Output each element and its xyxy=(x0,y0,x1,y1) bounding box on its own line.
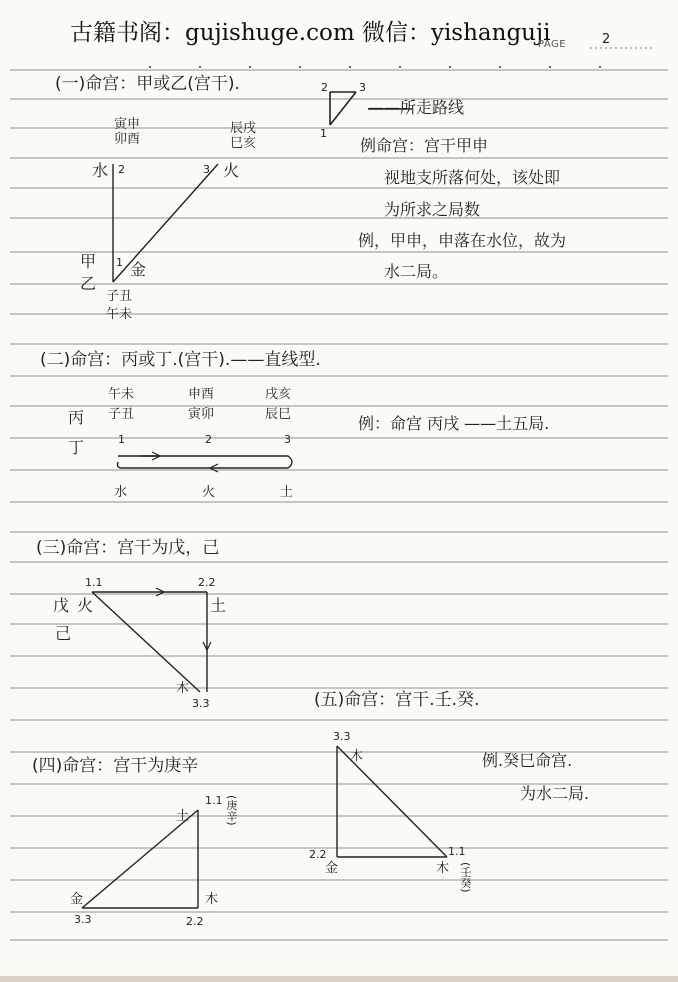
branch-mao-you: 卯酉 xyxy=(114,132,141,147)
branch-xu-hai-top: 戌亥 xyxy=(265,387,292,402)
label-metal: 金 xyxy=(130,260,147,279)
section4-heading: (四)命宫：宫干为庚辛 xyxy=(32,756,199,776)
section3-heading: (三)命宫：宫干为戊，己 xyxy=(36,538,220,558)
s4-label-earth: 土 xyxy=(176,809,190,824)
element-earth: 土 xyxy=(280,485,294,500)
branch-wu-wei: 午未 xyxy=(106,307,133,322)
stem-ji: 己 xyxy=(55,624,72,643)
legend-number-3: 3 xyxy=(359,81,366,94)
section1-heading: (一)命宫：甲或乙(宫干). xyxy=(55,74,240,94)
vertex-number-1: 1 xyxy=(116,256,123,269)
legend-text: ——所走路线 xyxy=(368,98,465,117)
stem-wu: 戊 xyxy=(53,596,70,615)
stem-bing: 丙 xyxy=(68,408,85,427)
s3-number-1-1: 1.1 xyxy=(85,576,103,589)
watermark-text: 古籍书阁：gujishuge.com 微信：yishanguji xyxy=(70,20,551,46)
s5-label-wood-bottom: 木 xyxy=(436,861,450,876)
s5-number-1-1: 1.1 xyxy=(448,845,466,858)
s3-number-2-2: 2.2 xyxy=(198,576,216,589)
branch-shen-you-top: 申酉 xyxy=(188,387,215,402)
example1-line4: 例，甲申，申落在水位，故为 xyxy=(358,231,567,250)
branch-yin-mao-mid: 寅卯 xyxy=(188,407,215,422)
s3-label-earth: 土 xyxy=(210,596,227,615)
label-fire: 火 xyxy=(223,161,240,180)
vertex-number-2: 2 xyxy=(118,163,125,176)
branch-si-hai: 巳亥 xyxy=(230,136,257,151)
element-fire: 火 xyxy=(202,485,216,500)
s5-number-2-2: 2.2 xyxy=(309,848,327,861)
stem-jia: 甲 xyxy=(80,252,97,271)
line-number-1: 1 xyxy=(118,433,125,446)
example5-line1: 例.癸巳命宫. xyxy=(482,751,573,770)
s4-stems: (庚辛) xyxy=(225,795,238,826)
element-water: 水 xyxy=(114,485,128,500)
s4-label-wood: 木 xyxy=(205,892,219,907)
section2-heading: (二)命宫：丙或丁.(宫干).——直线型. xyxy=(40,350,321,370)
section5-heading: (五)命宫：宫干.壬.癸. xyxy=(314,690,480,710)
example1-line1: 例命宫：宫干甲申 xyxy=(360,136,489,155)
example1-line3: 为所求之局数 xyxy=(384,200,481,219)
example1-line2: 视地支所落何处，该处即 xyxy=(384,168,561,187)
s4-number-3-3: 3.3 xyxy=(74,913,92,926)
s5-number-3-3: 3.3 xyxy=(333,730,351,743)
line-number-3: 3 xyxy=(284,433,291,446)
s4-number-1-1: 1.1 xyxy=(205,794,223,807)
stem-ding: 丁 xyxy=(68,438,85,457)
page-bottom-edge xyxy=(0,976,678,982)
s3-label-fire: 火 xyxy=(77,596,94,615)
branch-zi-chou: 子丑 xyxy=(106,289,133,304)
legend-number-1: 1 xyxy=(320,127,327,140)
example1-line5: 水二局。 xyxy=(384,262,449,281)
s5-label-metal: 金 xyxy=(325,861,339,876)
example2: 例：命宫 丙戌 ——土五局. xyxy=(358,414,550,433)
branch-wu-wei-top: 午未 xyxy=(108,387,135,402)
s5-label-wood-top: 木 xyxy=(350,749,364,764)
s3-label-wood: 木 xyxy=(176,681,190,696)
branch-chen-xu: 辰戌 xyxy=(230,121,257,136)
branch-zi-chou-mid: 子丑 xyxy=(108,407,135,422)
stem-yi: 乙 xyxy=(80,274,97,293)
branch-yin-shen: 寅申 xyxy=(114,117,141,132)
page-label: PAGE xyxy=(538,39,567,50)
s4-label-metal: 金 xyxy=(70,892,84,907)
label-water: 水 xyxy=(92,161,109,180)
example5-line2: 为水二局. xyxy=(520,784,590,803)
legend-number-2: 2 xyxy=(321,81,328,94)
page-number: 2 xyxy=(602,32,611,47)
s3-number-3-3: 3.3 xyxy=(192,697,210,710)
line-number-2: 2 xyxy=(205,433,212,446)
vertex-number-3: 3 xyxy=(203,163,210,176)
branch-chen-si-mid: 辰巳 xyxy=(265,407,292,422)
s5-stems: (壬癸) xyxy=(459,862,472,893)
s4-number-2-2: 2.2 xyxy=(186,915,204,928)
